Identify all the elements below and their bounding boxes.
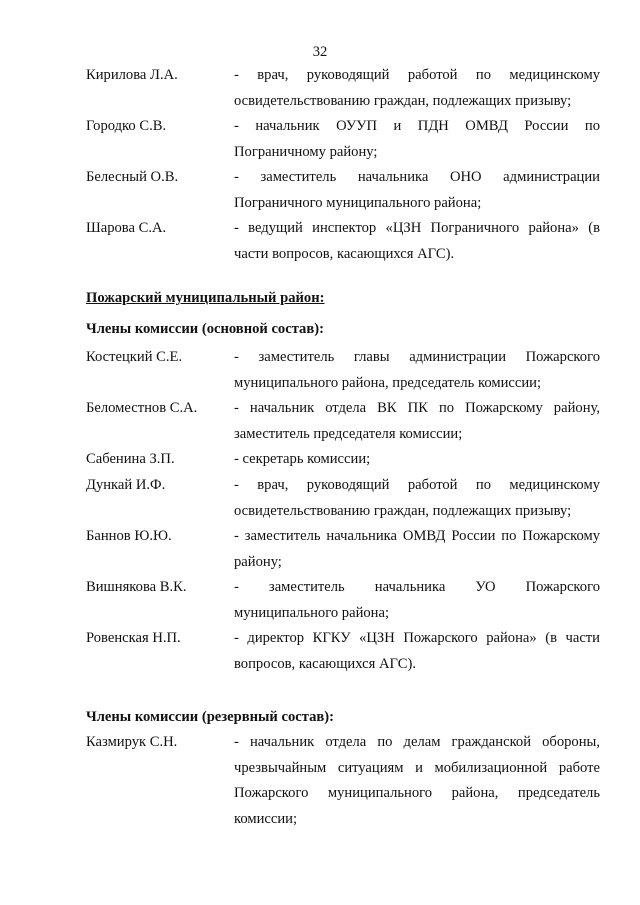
member-entry (86, 730, 602, 832)
member-name: Городко С.В. (86, 118, 167, 134)
member-name: Ровенская Н.П. (86, 630, 181, 646)
member-entry (86, 473, 602, 524)
member-entry (86, 345, 602, 396)
member-name: Вишнякова В.К. (86, 579, 187, 595)
member-role: - заместитель начальника УО Пожарского муниципального района; (234, 579, 600, 621)
member-entry (86, 626, 602, 677)
member-name: Дункай И.Ф. (86, 477, 166, 493)
member-role: - ведущий инспектор «ЦЗН Пограничного района» (в части вопросов, касающихся АГС). (234, 220, 600, 262)
member-role: - заместитель главы администрации Пожарского муниципального района, председатель комиссии; (234, 349, 600, 391)
member-entry (86, 114, 602, 165)
member-name: Кирилова Л.А. (86, 67, 178, 83)
member-role: - заместитель начальника ОНО администрации Пограничного муниципального района; (234, 169, 600, 211)
member-name: Шарова С.А. (86, 220, 167, 236)
member-name: Баннов Ю.Ю. (86, 528, 172, 544)
member-name: Белесный О.В. (86, 169, 179, 185)
member-entry (86, 165, 602, 216)
member-role: - заместитель начальника ОМВД России по Пожарскому району; (234, 528, 600, 570)
member-name: Костецкий С.Е. (86, 349, 183, 365)
member-role: - начальник отдела ВК ПК по Пожарскому району, заместитель председателя комиссии; (234, 400, 600, 442)
member-entry (86, 524, 602, 575)
member-entry (86, 396, 602, 447)
member-role: - врач, руководящий работой по медицинскому освидетельствованию граждан, подлежащих призыву; (234, 477, 600, 519)
member-entry (86, 575, 602, 626)
main-composition-heading: Члены комиссии (основной состав): (86, 321, 324, 337)
reserve-composition-heading: Члены комиссии (резервный состав): (86, 709, 334, 725)
member-role: - директор КГКУ «ЦЗН Пожарского района» (в части вопросов, касающихся АГС). (234, 630, 600, 672)
member-role: - врач, руководящий работой по медицинскому освидетельствованию граждан, подлежащих призыву; (234, 67, 600, 109)
member-name: Казмирук С.Н. (86, 734, 178, 750)
member-entry (86, 63, 602, 114)
page-number: 32 (312, 44, 328, 60)
member-entry (86, 216, 602, 267)
member-role: - начальник отдела по делам гражданской обороны, чрезвычайным ситуациям и мобилизационной работе Пожарского муниципального района, председатель комиссии; (234, 734, 600, 827)
member-name: Беломестнов С.А. (86, 400, 198, 416)
district-heading: Пожарский муниципальный район: (86, 290, 325, 306)
member-name: Сабенина З.П. (86, 451, 175, 467)
member-entry (86, 447, 602, 473)
member-role: - начальник ОУУП и ПДН ОМВД России по Пограничному району; (234, 118, 600, 160)
member-role: - секретарь комиссии; (234, 451, 371, 467)
